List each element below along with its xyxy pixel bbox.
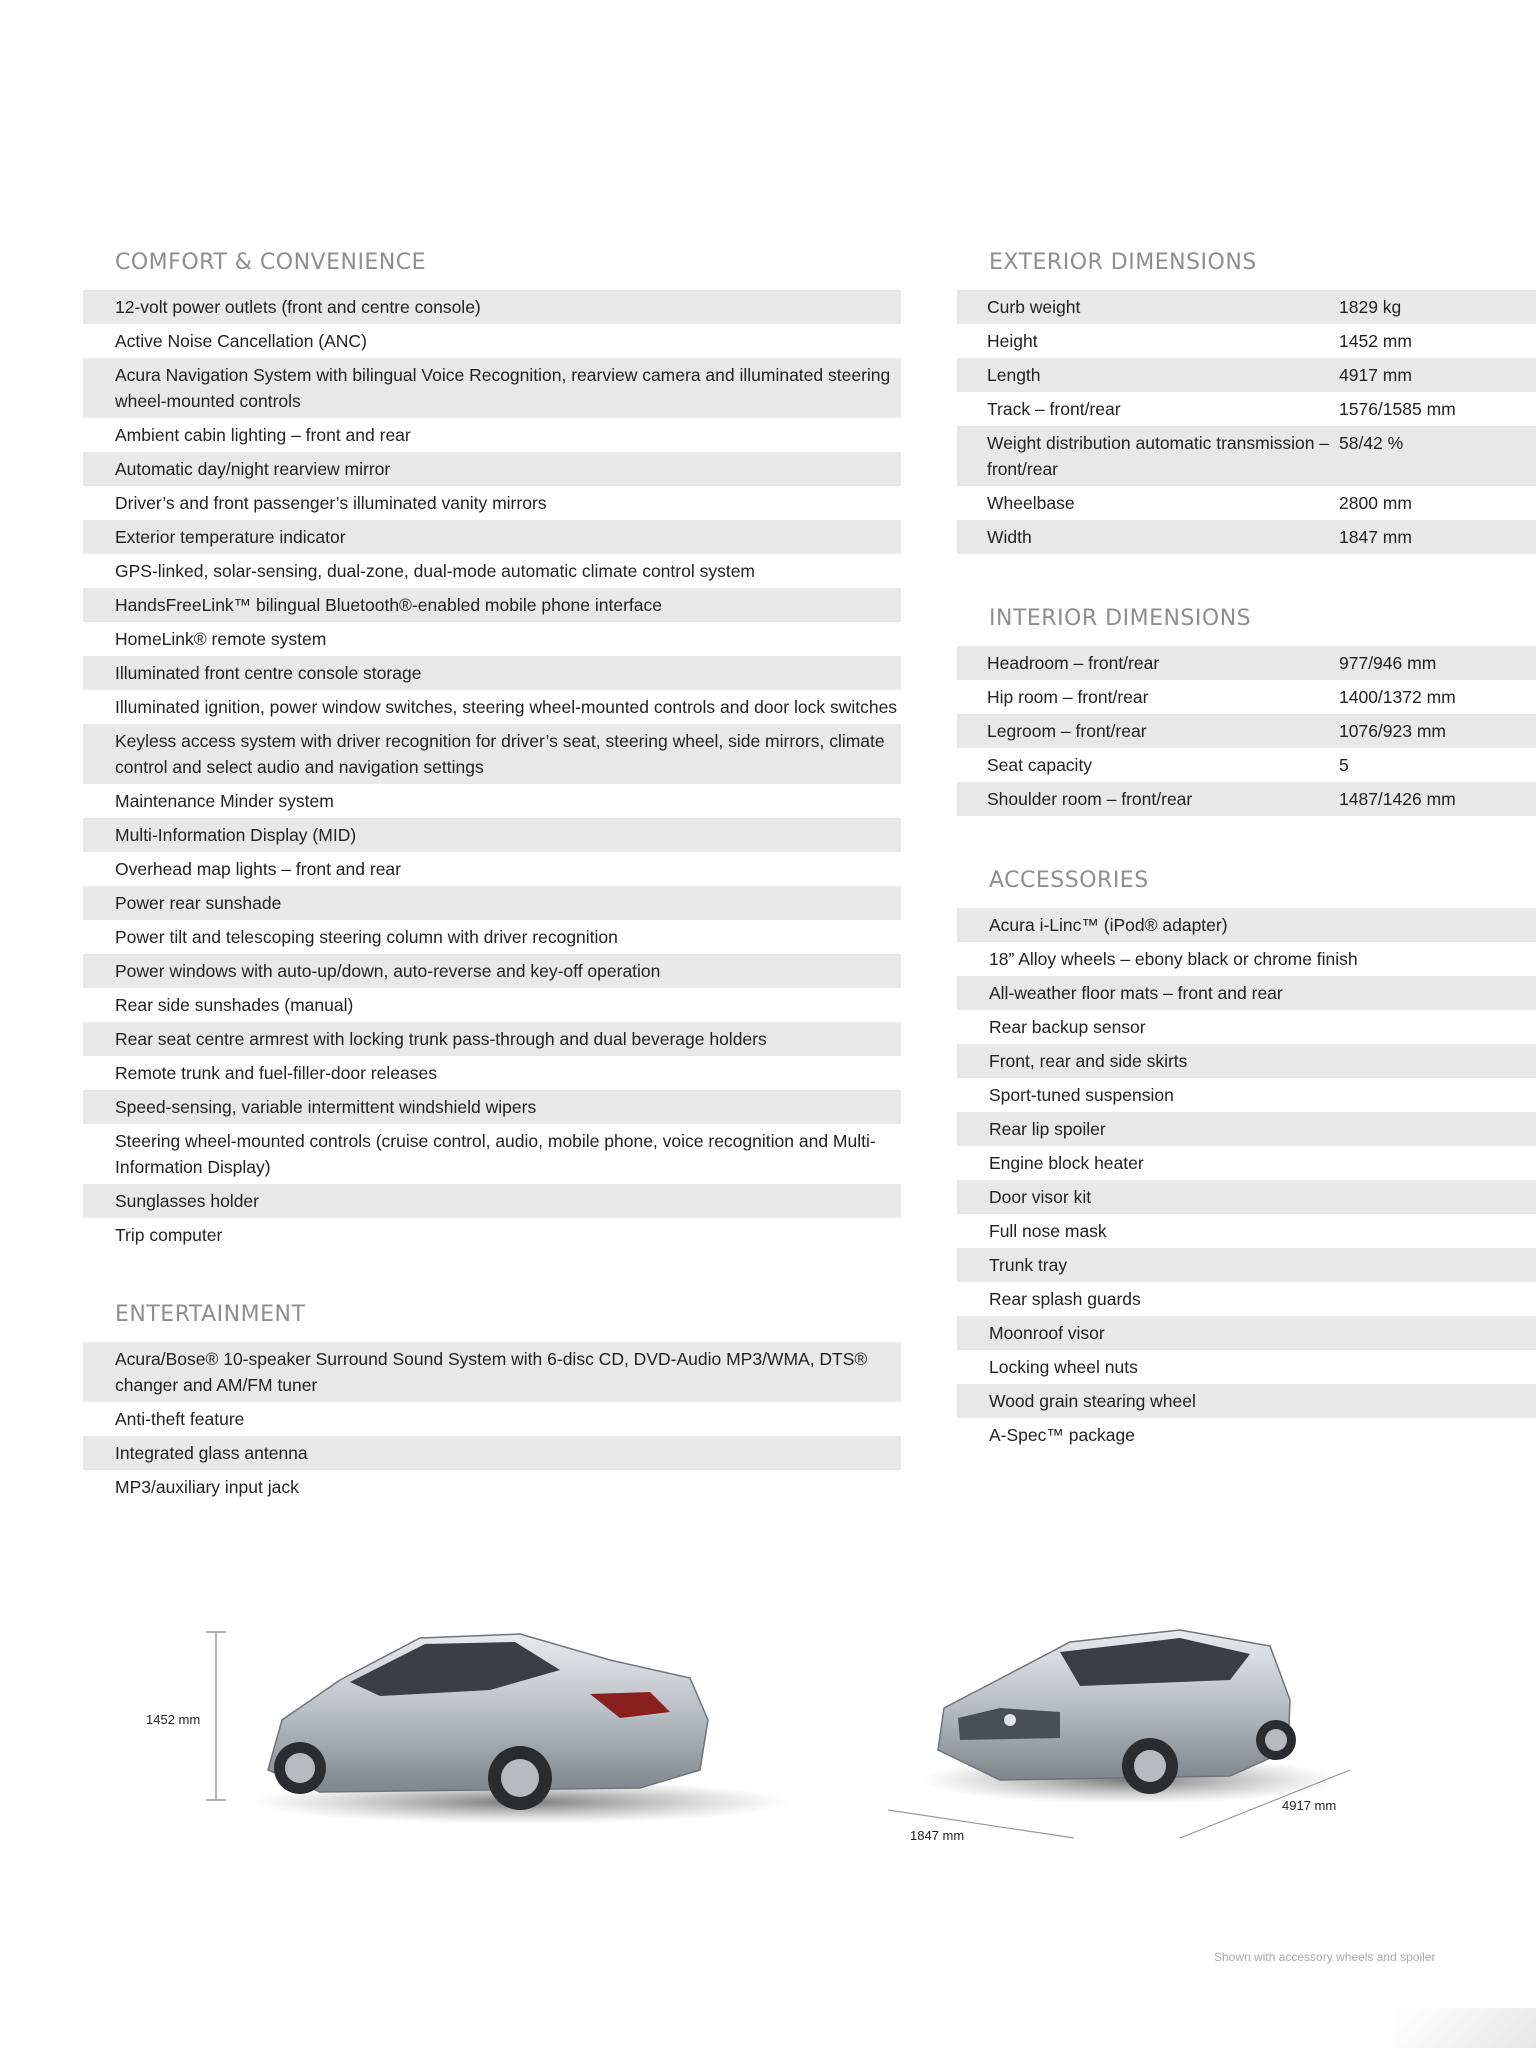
accessory-item: Moonroof visor xyxy=(957,1316,1536,1350)
accessory-item: Front, rear and side skirts xyxy=(957,1044,1536,1078)
comfort-item: Rear side sunshades (manual) xyxy=(115,995,354,1015)
comfort-item: 12-volt power outlets (front and centre console) xyxy=(83,290,901,324)
left-column xyxy=(83,248,901,1504)
spec-value: 58/42 % xyxy=(1339,433,1404,453)
spec-value: 4917 mm xyxy=(1339,365,1412,385)
comfort-item: Multi-Information Display (MID) xyxy=(83,818,901,852)
spec-label: Width xyxy=(987,527,1032,547)
spec-label: Headroom – front/rear xyxy=(987,653,1160,673)
accessory-item: Rear lip spoiler xyxy=(957,1112,1536,1146)
height-dimension-label: 1452 mm xyxy=(146,1712,201,1727)
comfort-item: Keyless access system with driver recognition for driver’s seat, steering wheel, side mirrors, climate control and select audio and navigation settings xyxy=(83,724,901,784)
right-column xyxy=(957,248,1536,1452)
spec-label: Track – front/rear xyxy=(987,399,1121,419)
spec-label: Seat capacity xyxy=(987,755,1093,775)
spec-value: 1487/1426 mm xyxy=(1339,789,1456,809)
accessory-item: All-weather floor mats – front and rear xyxy=(957,976,1536,1010)
exterior-dimensions-table xyxy=(957,290,1536,554)
accessory-item: Locking wheel nuts xyxy=(989,1357,1138,1377)
exterior-dimension-row xyxy=(957,392,1536,426)
accessory-item: A-Spec™ package xyxy=(989,1425,1135,1445)
entertainment-list xyxy=(83,1342,901,1504)
comfort-list xyxy=(83,290,901,1252)
spec-value: 2800 mm xyxy=(1339,493,1412,513)
exterior-dimension-row xyxy=(957,486,1536,520)
spec-label: Shoulder room – front/rear xyxy=(987,789,1193,809)
interior-dimension-row xyxy=(957,714,1536,748)
interior-dimension-row xyxy=(957,782,1536,816)
comfort-item: Active Noise Cancellation (ANC) xyxy=(115,331,367,351)
accessory-item: Wood grain stearing wheel xyxy=(957,1384,1536,1418)
exterior-dimension-row xyxy=(957,324,1536,358)
spec-value: 5 xyxy=(1339,755,1349,775)
spec-value: 1452 mm xyxy=(1339,331,1412,351)
comfort-item: Steering wheel-mounted controls (cruise control, audio, mobile phone, voice recognition and Multi-Information Display) xyxy=(115,1131,876,1177)
image-footnote: Shown with accessory wheels and spoiler xyxy=(1214,1950,1436,1964)
comfort-item: HomeLink® remote system xyxy=(115,629,327,649)
comfort-item: HandsFreeLink™ bilingual Bluetooth®-enabled mobile phone interface xyxy=(83,588,901,622)
accessory-item: Sport-tuned suspension xyxy=(989,1085,1174,1105)
comfort-item: Trip computer xyxy=(115,1225,223,1245)
exterior-dimension-row xyxy=(957,520,1536,554)
exterior-dimension-row xyxy=(957,426,1536,486)
entertainment-section-title: ENTERTAINMENT xyxy=(115,1302,306,1327)
spec-label: Wheelbase xyxy=(987,493,1075,513)
interior-dimension-row xyxy=(957,646,1536,680)
interior-dimension-row xyxy=(957,748,1536,782)
comfort-item: Power tilt and telescoping steering column with driver recognition xyxy=(115,927,618,947)
comfort-item: GPS-linked, solar-sensing, dual-zone, dual-mode automatic climate control system xyxy=(115,561,756,581)
spec-value: 1076/923 mm xyxy=(1339,721,1447,741)
spec-value: 1576/1585 mm xyxy=(1339,399,1456,419)
car-illustrations xyxy=(0,1600,1536,1900)
spec-label: Curb weight xyxy=(987,297,1081,317)
car-images xyxy=(0,1600,1536,1900)
interior-dimension-row xyxy=(957,680,1536,714)
spec-label: Weight distribution automatic transmission – front/rear xyxy=(987,433,1330,479)
comfort-item: Automatic day/night rearview mirror xyxy=(83,452,901,486)
exterior-dimension-row xyxy=(957,290,1536,324)
comfort-item: Exterior temperature indicator xyxy=(83,520,901,554)
interior-section-title: INTERIOR DIMENSIONS xyxy=(989,606,1252,631)
entertainment-item: Integrated glass antenna xyxy=(83,1436,901,1470)
comfort-item: Illuminated front centre console storage xyxy=(83,656,901,690)
comfort-item: Illuminated ignition, power window switches, steering wheel-mounted controls and door lock switches xyxy=(115,697,898,717)
exterior-section-title: EXTERIOR DIMENSIONS xyxy=(989,250,1257,275)
spec-value: 1400/1372 mm xyxy=(1339,687,1456,707)
comfort-item: Rear seat centre armrest with locking trunk pass-through and dual beverage holders xyxy=(83,1022,901,1056)
exterior-dimension-row xyxy=(957,358,1536,392)
spec-value: 1847 mm xyxy=(1339,527,1412,547)
comfort-item: Acura Navigation System with bilingual Voice Recognition, rearview camera and illuminated steering wheel-mounted controls xyxy=(83,358,901,418)
length-dimension-label: 4917 mm xyxy=(1282,1798,1337,1813)
accessories-list xyxy=(957,908,1536,1452)
entertainment-item: Acura/Bose® 10-speaker Surround Sound System with 6-disc CD, DVD-Audio MP3/WMA, DTS® changer and AM/FM tuner xyxy=(83,1342,901,1402)
comfort-item: Power rear sunshade xyxy=(83,886,901,920)
comfort-item: Remote trunk and fuel-filler-door releases xyxy=(115,1063,437,1083)
accessories-section-title: ACCESSORIES xyxy=(989,868,1149,893)
spec-label: Length xyxy=(987,365,1041,385)
comfort-item: Ambient cabin lighting – front and rear xyxy=(115,425,411,445)
comfort-item: Maintenance Minder system xyxy=(115,791,334,811)
accessory-item: Engine block heater xyxy=(989,1153,1144,1173)
spec-value: 977/946 mm xyxy=(1339,653,1437,673)
page-corner xyxy=(1396,2008,1536,2048)
accessory-item: Rear backup sensor xyxy=(989,1017,1146,1037)
spec-label: Hip room – front/rear xyxy=(987,687,1149,707)
comfort-item: Overhead map lights – front and rear xyxy=(115,859,401,879)
comfort-item: Driver’s and front passenger’s illuminated vanity mirrors xyxy=(115,493,547,513)
comfort-section-title: COMFORT & CONVENIENCE xyxy=(115,250,427,275)
accessory-item: Full nose mask xyxy=(989,1221,1107,1241)
comfort-item: Power windows with auto-up/down, auto-reverse and key-off operation xyxy=(83,954,901,988)
spec-label: Legroom – front/rear xyxy=(987,721,1147,741)
accessory-item: 18” Alloy wheels – ebony black or chrome finish xyxy=(989,949,1358,969)
interior-dimensions-table xyxy=(957,646,1536,816)
car-rear-view xyxy=(206,1632,790,1824)
car-front-view xyxy=(888,1630,1350,1838)
accessory-item: Trunk tray xyxy=(957,1248,1536,1282)
accessory-item: Rear splash guards xyxy=(989,1289,1141,1309)
entertainment-item: Anti-theft feature xyxy=(115,1409,245,1429)
accessory-item: Door visor kit xyxy=(957,1180,1536,1214)
spec-label: Height xyxy=(987,331,1038,351)
comfort-item: Sunglasses holder xyxy=(83,1184,901,1218)
accessory-item: Acura i-Linc™ (iPod® adapter) xyxy=(957,908,1536,942)
spec-value: 1829 kg xyxy=(1339,297,1402,317)
entertainment-item: MP3/auxiliary input jack xyxy=(115,1477,299,1497)
width-dimension-label: 1847 mm xyxy=(910,1828,965,1843)
comfort-item: Speed-sensing, variable intermittent windshield wipers xyxy=(83,1090,901,1124)
